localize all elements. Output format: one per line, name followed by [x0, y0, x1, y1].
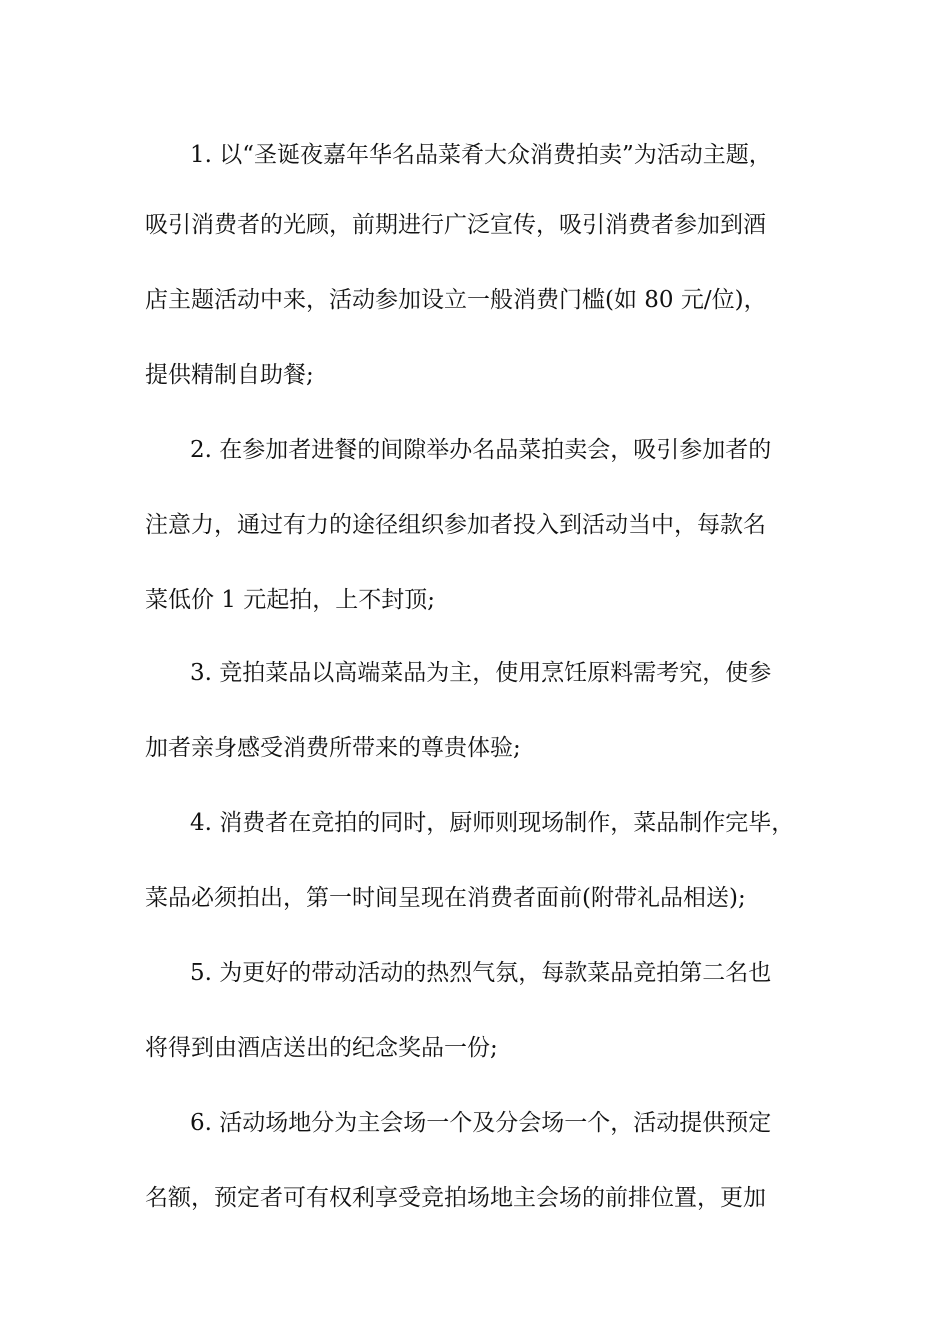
line-text: 提供精制自助餐; [145, 362, 314, 388]
line-text: 1. 以“圣诞夜嘉年华名品菜肴大众消费拍卖”为活动主题， [190, 142, 772, 168]
paragraph-1-line-3 [0, 280, 950, 320]
paragraph-5-line-2 [0, 1028, 950, 1068]
line-text: 4. 消费者在竞拍的同时，厨师则现场制作，菜品制作完毕， [190, 810, 795, 836]
paragraph-6-line-2 [0, 1178, 950, 1218]
paragraph-4-line-1 [0, 803, 950, 843]
paragraph-2-line-1 [0, 430, 950, 470]
line-text: 2. 在参加者进餐的间隙举办名品菜拍卖会，吸引参加者的 [190, 437, 772, 463]
paragraph-3-line-1 [0, 653, 950, 693]
paragraph-4-line-2 [0, 878, 950, 918]
paragraph-6-line-1 [0, 1103, 950, 1143]
line-text: 店主题活动中来，活动参加设立一般消费门槛(如 80 元/位)， [145, 287, 767, 313]
paragraph-2-line-3 [0, 580, 950, 620]
line-text: 菜低价 1 元起拍，上不封顶; [145, 587, 436, 613]
line-text: 吸引消费者的光顾，前期进行广泛宣传，吸引消费者参加到酒 [145, 212, 766, 238]
paragraph-1-line-4 [0, 355, 950, 395]
line-text: 将得到由酒店送出的纪念奖品一份; [145, 1035, 498, 1061]
line-text: 名额，预定者可有权利享受竞拍场地主会场的前排位置，更加 [145, 1185, 766, 1211]
line-text: 6. 活动场地分为主会场一个及分会场一个，活动提供预定 [190, 1110, 772, 1136]
paragraph-1-line-1 [0, 135, 950, 175]
paragraph-3-line-2 [0, 728, 950, 768]
line-text: 3. 竞拍菜品以高端菜品为主，使用烹饪原料需考究，使参 [190, 660, 772, 686]
paragraph-5-line-1 [0, 953, 950, 993]
line-text: 菜品必须拍出，第一时间呈现在消费者面前(附带礼品相送); [145, 885, 746, 911]
line-text: 注意力，通过有力的途径组织参加者投入到活动当中，每款名 [145, 512, 766, 538]
line-text: 加者亲身感受消费所带来的尊贵体验; [145, 735, 521, 761]
paragraph-1-line-2 [0, 205, 950, 245]
paragraph-2-line-2 [0, 505, 950, 545]
line-text: 5. 为更好的带动活动的热烈气氛，每款菜品竞拍第二名也 [190, 960, 772, 986]
